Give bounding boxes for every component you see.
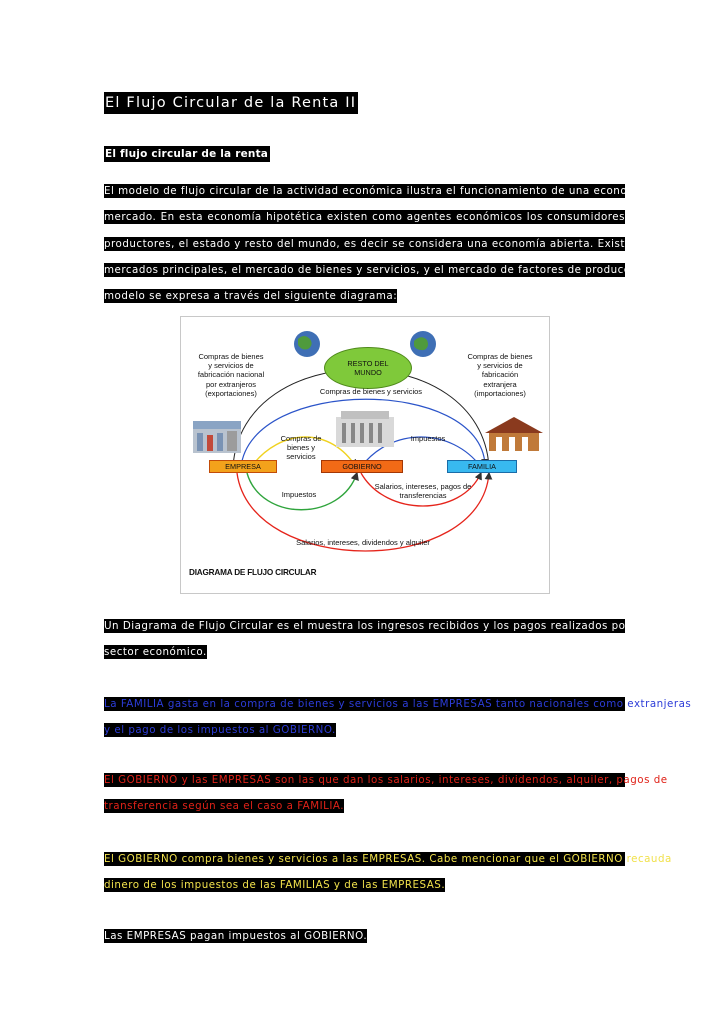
empresa-node: EMPRESA — [209, 460, 277, 473]
gobierno-node: GOBIERNO — [321, 460, 403, 473]
paragraph-line: transferencia según sea el caso a FAMILIA. — [104, 800, 345, 813]
document-title: El Flujo Circular de la Renta II — [104, 92, 358, 114]
familia-paragraph — [104, 697, 692, 750]
compras-bienes-servicios-label: Compras de bienes y servicios — [319, 387, 423, 396]
impuestos-paragraph — [104, 929, 625, 955]
paragraph-line: y el pago de los impuestos al GOBIERNO. — [104, 724, 336, 737]
house-image — [485, 417, 543, 451]
paragraph-line: dinero de los impuestos de las FAMILIAS y de las EMPRESAS. — [104, 879, 446, 892]
familia-node: FAMILIA — [447, 460, 517, 473]
impuestos-bottom-label: Impuestos — [281, 490, 317, 499]
paragraph-line: La FAMILIA gasta en la compra de bienes y servicios a las EMPRESAS tanto nacionales como extranjeras — [104, 698, 692, 710]
resto-del-mundo-node: RESTO DEL MUNDO — [324, 347, 412, 389]
paragraph-line: Las EMPRESAS pagan impuestos al GOBIERNO. — [104, 930, 368, 942]
section-subtitle: El flujo circular de la renta — [105, 148, 269, 160]
compra-paragraph — [104, 852, 672, 905]
paragraph-line: modelo se expresa a través del siguiente diagrama: — [104, 290, 398, 303]
paragraph-line: El GOBIERNO y las EMPRESAS son las que dan los salarios, intereses, dividendos, alquiler, pagos de — [104, 774, 668, 786]
government-building-image — [336, 411, 394, 447]
paragraph-line: El GOBIERNO compra bienes y servicios a las EMPRESAS. Cabe mencionar que el GOBIERNO recauda — [104, 853, 672, 865]
compras-gobierno-label: Compras de bienes y servicios — [280, 434, 322, 462]
transferencias-label: Salarios, intereses, pagos de transferencias — [374, 482, 472, 501]
diagram-footer-title: DIAGRAMA DE FLUJO CIRCULAR — [189, 568, 317, 577]
exportaciones-label: Compras de bienes y servicios de fabricación nacional por extranjeros (exportaciones) — [197, 352, 265, 398]
paragraph-line: mercado. En esta economía hipotética existen como agentes económicos los consumidores — [104, 211, 625, 224]
paragraph-line: sector económico. — [104, 646, 207, 659]
globe-left-icon — [294, 331, 320, 357]
impuestos-top-label: Impuestos — [410, 434, 446, 443]
globe-right-icon — [410, 331, 436, 357]
intro-paragraph — [104, 184, 666, 315]
paragraph-line: mercados principales, el mercado de bienes y servicios, y el mercado de factores de producción. El — [104, 263, 666, 276]
definition-paragraph — [104, 619, 661, 672]
paragraph-line: El modelo de flujo circular de la actividad económica ilustra el funcionamiento de una economía de — [104, 185, 666, 197]
importaciones-label: Compras de bienes y servicios de fabricación extranjera (importaciones) — [467, 352, 533, 398]
salarios-label: Salarios, intereses, dividendos y alquiler — [296, 538, 430, 547]
circular-flow-diagram — [180, 316, 550, 594]
paragraph-line: Un Diagrama de Flujo Circular es el muestra los ingresos recibidos y los pagos realizados por cada — [104, 620, 661, 632]
factory-image — [193, 421, 241, 453]
paragraph-line: productores, el estado y resto del mundo, es decir se considera una economía abierta. Existen dos — [104, 237, 663, 250]
gobierno-paragraph — [104, 773, 668, 826]
